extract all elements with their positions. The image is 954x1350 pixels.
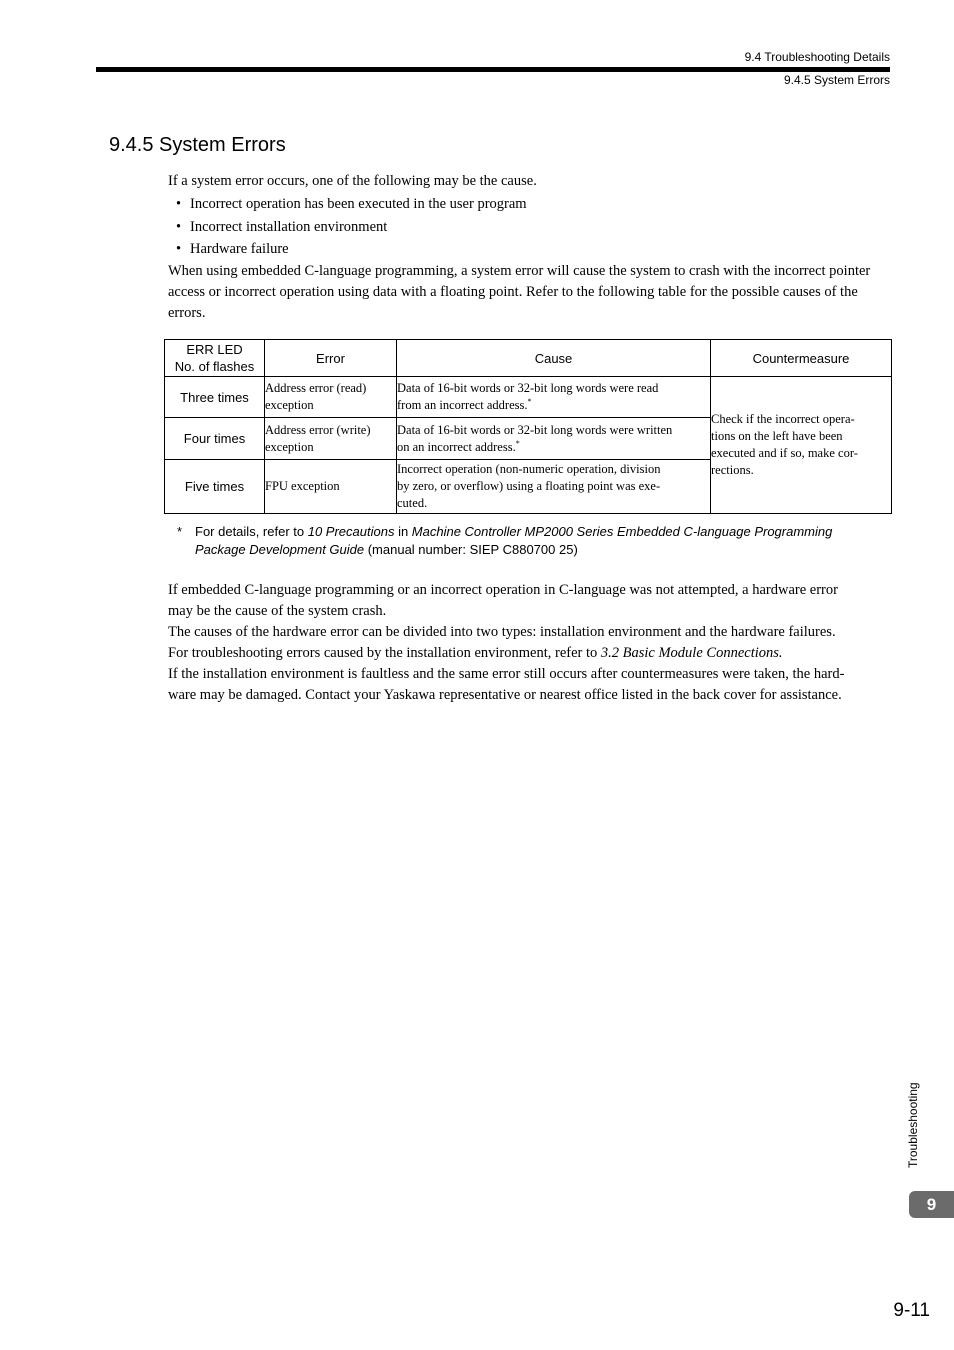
list-item: • Incorrect operation has been executed in the user program xyxy=(176,196,527,212)
header-countermeasure: Countermeasure xyxy=(711,340,892,377)
led-flashes-cell: Five times xyxy=(165,460,265,514)
list-item: • Hardware failure xyxy=(176,241,289,257)
footnote-mark: * xyxy=(515,438,520,448)
system-error-table xyxy=(164,339,892,514)
led-flashes-cell: Three times xyxy=(165,377,265,418)
list-item: • Incorrect installation environment xyxy=(176,218,388,235)
cause-list xyxy=(176,193,527,261)
header-error: Error xyxy=(265,340,397,377)
manual-title: Package Development Guide xyxy=(195,542,365,557)
chapter-tab: 9 xyxy=(909,1191,954,1218)
table-row xyxy=(165,377,892,418)
header-cause: Cause xyxy=(397,340,711,377)
c-language-paragraph: When using embedded C-language programming, a system error will cause the system to crash with the incorrect pointer access or incorrect operation using data with a floating point. Refer to the following table for the possible causes of the errors. xyxy=(168,263,871,321)
footnote-mark: * xyxy=(527,397,532,406)
basic-module-reference: 3.2 Basic Module Connections. xyxy=(600,645,783,661)
footnote-asterisk: * xyxy=(177,524,183,539)
running-header-subsection: 9.4.5 System Errors xyxy=(783,73,890,87)
led-flashes-cell: Four times xyxy=(165,418,265,460)
countermeasure-cell: Check if the incorrect opera- tions on the left have been executed and if so, make cor- rections. xyxy=(711,377,892,514)
table-footnote: * For details, refer to 10 Precautions in Machine Controller MP2000 Series Embedded C-language Programming Package Development Guide (manual number: SIEP C880700 25) xyxy=(177,524,833,557)
error-cell: Address error (write) exception xyxy=(265,418,397,460)
intro-paragraph: If a system error occurs, one of the following may be the cause. xyxy=(168,173,537,189)
hardware-error-paragraph: If embedded C-language programming or an incorrect operation in C-language was not attempted, a hardware error may be the cause of the system crash. The causes of the hardware error can be divided into two types: installation environment and the hardware failures. For troubleshooting errors caused by the installation environment, refer to 3.2 Basic Module Connections. If the installation environment is faultless and the same error still occurs after countermeasures were taken, the hard- ware may be damaged. Contact your Yaskawa representative or nearest office listed in the back cover for assistance. xyxy=(168,582,845,703)
section-title: 9.4.5 System Errors xyxy=(109,134,286,156)
chapter-side-label: Troubleshooting xyxy=(906,1082,920,1168)
cause-cell: Data of 16-bit words or 32-bit long words were written on an incorrect address.* xyxy=(397,418,711,460)
page-number: 9-11 xyxy=(893,1300,930,1321)
header-err-led: ERR LED No. of flashes xyxy=(165,340,265,377)
header-rule xyxy=(96,67,890,72)
cause-cell: Data of 16-bit words or 32-bit long words were read from an incorrect address.* xyxy=(397,377,711,418)
precautions-reference: 10 Precautions xyxy=(307,524,395,539)
cause-cell: Incorrect operation (non-numeric operation, division by zero, or overflow) using a floating point was exe- cuted. xyxy=(397,460,711,514)
error-cell: FPU exception xyxy=(265,460,397,514)
error-cell: Address error (read) exception xyxy=(265,377,397,418)
manual-title: Machine Controller MP2000 Series Embedded C-language Programming xyxy=(411,524,833,539)
running-header-section: 9.4 Troubleshooting Details xyxy=(744,50,890,64)
table-header-row xyxy=(165,340,892,377)
